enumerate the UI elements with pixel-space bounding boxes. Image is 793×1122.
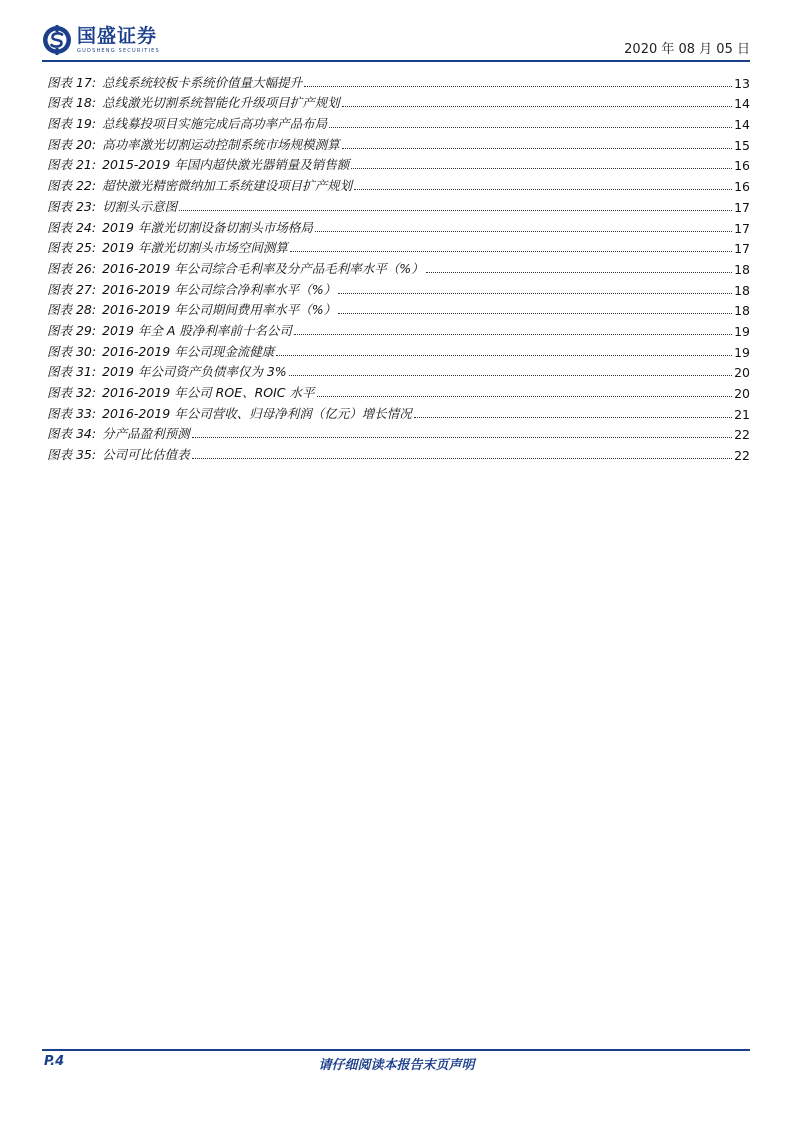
- toc-dot-leader: [354, 188, 732, 190]
- toc-entry-title: 超快激光精密微纳加工系统建设项目扩产规划: [102, 178, 353, 194]
- toc-entry-label: 图表 21:: [47, 157, 97, 173]
- toc-entry-title: 2016-2019 年公司期间费用率水平（%）: [102, 302, 337, 318]
- toc-dot-leader: [290, 250, 732, 252]
- toc-entry[interactable]: [47, 360, 750, 381]
- toc-entry[interactable]: [47, 91, 750, 112]
- toc-dot-leader: [351, 167, 732, 169]
- toc-dot-leader: [304, 85, 732, 87]
- toc-entry[interactable]: [47, 111, 750, 132]
- guosheng-logo-icon: [42, 25, 72, 55]
- toc-entry-label: 图表 20:: [47, 136, 97, 152]
- footer-divider: [42, 1049, 750, 1051]
- company-logo: [42, 22, 160, 58]
- toc-entry-label: 图表 31:: [47, 364, 97, 380]
- toc-entry-label: 图表 17:: [47, 74, 97, 90]
- toc-entry[interactable]: [47, 442, 750, 463]
- toc-entry-page: 17: [734, 220, 750, 236]
- toc-dot-leader: [329, 126, 732, 128]
- toc-entry-label: 图表 23:: [47, 198, 97, 214]
- toc-entry-page: 22: [734, 427, 750, 443]
- toc-entry[interactable]: [47, 215, 750, 236]
- toc-entry-page: 13: [734, 75, 750, 91]
- header-divider: [42, 60, 750, 62]
- page-header: [42, 22, 750, 62]
- toc-entry-title: 高功率激光切割运动控制系统市场规模测算: [102, 136, 340, 152]
- toc-entry-title: 2016-2019 年公司综合净利率水平（%）: [102, 281, 337, 297]
- toc-dot-leader: [338, 292, 732, 294]
- toc-entry[interactable]: [47, 339, 750, 360]
- toc-entry-label: 图表 35:: [47, 447, 97, 463]
- toc-entry-label: 图表 28:: [47, 302, 97, 318]
- toc-entry[interactable]: [47, 256, 750, 277]
- toc-entry-title: 2015-2019 年国内超快激光器销量及销售额: [102, 157, 350, 173]
- toc-dot-leader: [192, 436, 732, 438]
- toc-dot-leader: [338, 312, 732, 314]
- toc-entry-title: 公司可比估值表: [102, 447, 190, 463]
- toc-entry-title: 2016-2019 年公司营收、归母净利润（亿元）增长情况: [102, 405, 412, 421]
- toc-entry[interactable]: [47, 153, 750, 174]
- toc-entry-label: 图表 27:: [47, 281, 97, 297]
- toc-entry[interactable]: [47, 380, 750, 401]
- toc-entry-title: 2016-2019 年公司 ROE、ROIC 水平: [102, 385, 315, 400]
- toc-entry-page: 15: [734, 137, 750, 153]
- toc-entry-label: 图表 25:: [47, 240, 97, 256]
- logo-english-name: GUOSHENG SECURITIES: [77, 47, 160, 54]
- toc-dot-leader: [192, 457, 732, 459]
- toc-dot-leader: [315, 230, 732, 232]
- figure-list: [47, 70, 750, 463]
- toc-entry-page: 17: [734, 199, 750, 215]
- toc-dot-leader: [289, 374, 732, 376]
- page-number: P.4: [44, 1054, 65, 1069]
- toc-dot-leader: [317, 395, 733, 397]
- toc-entry-label: 图表 32:: [47, 385, 97, 400]
- toc-entry-page: 16: [734, 158, 750, 174]
- toc-entry-title: 2019 年激光切割设备切割头市场格局: [102, 219, 313, 235]
- toc-dot-leader: [426, 271, 733, 273]
- logo-chinese-name: 国盛证券: [77, 24, 158, 47]
- toc-entry-label: 图表 33:: [47, 405, 97, 421]
- toc-entry[interactable]: [47, 277, 750, 298]
- toc-entry[interactable]: [47, 422, 750, 443]
- toc-entry-page: 21: [734, 406, 750, 422]
- toc-entry-page: 22: [734, 448, 750, 464]
- toc-entry[interactable]: [47, 194, 750, 215]
- toc-entry-title: 总线激光切割系统智能化升级项目扩产规划: [102, 95, 340, 111]
- report-date: 2020 年 08 月 05 日: [624, 42, 750, 57]
- toc-entry[interactable]: [47, 132, 750, 153]
- toc-entry-page: 18: [734, 261, 750, 277]
- toc-entry-title: 2019 年全 A 股净利率前十名公司: [102, 322, 292, 338]
- toc-entry-title: 2016-2019 年公司现金流健康: [102, 343, 275, 359]
- toc-dot-leader: [414, 416, 732, 418]
- toc-entry-title: 总线募投项目实施完成后高功率产品布局: [102, 116, 328, 132]
- toc-entry-label: 图表 29:: [47, 322, 97, 338]
- toc-entry-page: 18: [734, 303, 750, 319]
- toc-entry-page: 19: [734, 323, 750, 339]
- toc-entry-page: 18: [734, 282, 750, 298]
- toc-entry-title: 分产品盈利预测: [102, 426, 190, 442]
- toc-entry-page: 16: [734, 179, 750, 195]
- toc-entry-title: 2016-2019 年公司综合毛利率及分产品毛利率水平（%）: [102, 260, 424, 276]
- toc-entry-title: 2019 年公司资产负债率仅为 3%: [102, 364, 287, 380]
- toc-entry-page: 20: [734, 365, 750, 381]
- toc-entry[interactable]: [47, 173, 750, 194]
- toc-entry-title: 总线系统较板卡系统价值量大幅提升: [102, 74, 303, 90]
- toc-entry-label: 图表 22:: [47, 178, 97, 194]
- toc-entry-label: 图表 34:: [47, 426, 97, 442]
- toc-entry-label: 图表 19:: [47, 116, 97, 132]
- toc-entry[interactable]: [47, 236, 750, 257]
- toc-entry-label: 图表 24:: [47, 219, 97, 235]
- toc-entry-label: 图表 18:: [47, 95, 97, 111]
- toc-entry-label: 图表 30:: [47, 343, 97, 359]
- toc-entry[interactable]: [47, 318, 750, 339]
- toc-dot-leader: [342, 147, 732, 149]
- toc-dot-leader: [179, 209, 732, 211]
- disclaimer-note: 请仔细阅读本报告末页声明: [318, 1058, 475, 1073]
- toc-entry[interactable]: [47, 298, 750, 319]
- toc-entry[interactable]: [47, 401, 750, 422]
- toc-dot-leader: [342, 105, 732, 107]
- toc-entry-page: 20: [734, 386, 750, 401]
- toc-dot-leader: [276, 354, 732, 356]
- toc-entry[interactable]: [47, 70, 750, 91]
- toc-entry-page: 14: [734, 96, 750, 112]
- toc-entry-page: 14: [734, 117, 750, 133]
- toc-entry-label: 图表 26:: [47, 260, 97, 276]
- toc-entry-title: 2019 年激光切割头市场空间测算: [102, 240, 288, 256]
- toc-entry-page: 19: [734, 344, 750, 360]
- toc-dot-leader: [294, 333, 732, 335]
- toc-entry-page: 17: [734, 241, 750, 257]
- toc-entry-title: 切割头示意图: [102, 198, 178, 214]
